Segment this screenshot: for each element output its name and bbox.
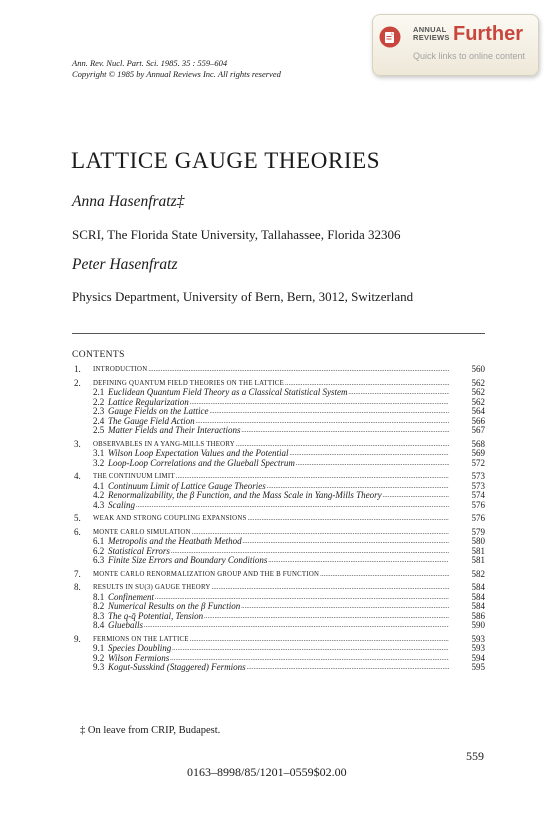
toc-entry-number: 8.2 [93, 601, 105, 611]
page-number: 559 [466, 749, 484, 763]
toc-entry-title: THE CONTINUUM LIMIT [93, 473, 175, 480]
toc-entry-number: 9. [74, 633, 81, 644]
toc-entry-number: 3. [74, 438, 81, 449]
toc-entry [72, 459, 485, 469]
toc-dot-leader [319, 570, 449, 580]
toc-entry-number: 9.2 [93, 652, 105, 663]
toc-entry-title: MONTE CARLO SIMULATION [93, 528, 191, 536]
toc-entry-page: 576 [471, 499, 485, 510]
toc-entry [72, 365, 485, 375]
toc-dot-leader [347, 388, 449, 398]
toc-entry-number: 6.3 [93, 555, 105, 565]
toc-entry-number: 8. [74, 582, 81, 592]
toc-entry-title: MONTE CARLO RENORMALIZATION GROUP AND THE Β FUNCTION [93, 570, 320, 578]
toc-entry-title: Finite Size Errors and Boundary Conditions [108, 555, 268, 565]
toc-entry-title: Renormalizability, the β Function, and the Mass Scale in Yang-Mills Theory [108, 490, 382, 500]
toc-entry-page: 593 [471, 643, 485, 653]
toc-dot-leader [147, 365, 449, 375]
toc-entry [72, 426, 485, 436]
toc-dot-leader [240, 602, 449, 612]
toc-entry-title: RESULTS IN SU(3) GAUGE THEORY [93, 584, 211, 591]
toc-entry-number: 1. [74, 364, 81, 374]
toc-entry-title: Confinement [108, 591, 154, 602]
toc-dot-leader [211, 583, 449, 593]
toc-entry-title: Kogut-Susskind (Staggered) Fermions [108, 662, 246, 672]
toc-entry-number: 6.2 [93, 545, 105, 556]
toc-entry-number: 3.1 [93, 448, 105, 458]
toc-entry-number: 3.2 [93, 457, 105, 468]
toc-entry-page: 580 [471, 536, 485, 546]
toc-entry-number: 4.2 [93, 490, 105, 500]
toc-dot-leader [189, 635, 449, 645]
further-label: Further [453, 23, 523, 45]
toc-entry-label [108, 612, 449, 622]
toc-entry-title: Numerical Results on the β Function [108, 601, 241, 611]
author-1-name: Anna Hasenfratz‡ [72, 193, 185, 210]
toc-entry-title: The Gauge Field Action [108, 415, 195, 426]
toc-entry-number: 8.4 [93, 620, 105, 630]
toc-entry-page: 586 [471, 610, 485, 621]
toc-entry [72, 556, 485, 566]
annual-reviews-label: ANNUAL REVIEWS [413, 25, 450, 42]
further-badge[interactable] [372, 14, 539, 76]
toc-entry-label [93, 570, 449, 580]
toc-entry-number: 9.3 [93, 662, 105, 672]
toc-entry-number: 6.1 [93, 536, 105, 546]
toc-entry-page: 584 [471, 582, 485, 592]
toc-dot-leader [246, 663, 449, 673]
toc-entry-number: 2.2 [93, 396, 105, 407]
toc-entry-number: 6. [74, 526, 81, 537]
toc-entry-title: Lattice Regularization [108, 396, 189, 407]
toc-entry-title: Continuum Limit of Lattice Gauge Theories [108, 480, 266, 491]
toc-entry-number: 2.1 [93, 387, 105, 397]
toc-entry-number: 9.1 [93, 643, 105, 653]
toc-entry-title: WEAK AND STRONG COUPLING EXPANSIONS [93, 515, 247, 522]
toc-entry-page: 584 [471, 601, 485, 611]
toc-entry-number: 4.3 [93, 499, 105, 510]
table-of-contents [72, 363, 485, 673]
toc-entry [72, 621, 485, 631]
toc-entry-number: 2.5 [93, 425, 105, 435]
toc-dot-leader [241, 426, 450, 436]
toc-entry-page: 593 [471, 633, 485, 644]
toc-entry-page: 594 [471, 652, 485, 663]
toc-entry-page: 573 [471, 471, 485, 481]
toc-dot-leader [208, 407, 449, 417]
toc-entry-label [108, 501, 449, 511]
journal-line-2: Copyright © 1985 by Annual Reviews Inc. All rights reserved [72, 69, 281, 79]
toc-entry-page: 569 [471, 448, 485, 458]
toc-entry-title: Wilson Loop Expectation Values and the Potential [108, 448, 289, 458]
toc-dot-leader [135, 501, 449, 511]
toc-entry-number: 7. [74, 568, 81, 579]
toc-entry [72, 501, 485, 511]
toc-entry-page: 567 [471, 425, 485, 435]
journal-line-1: Ann. Rev. Nucl. Part. Sci. 1985. 35 : 559–604 [72, 58, 228, 68]
toc-entry-title: The q-q̄ Potential, Tension [108, 610, 204, 621]
toc-entry-title: Species Doubling [108, 643, 172, 653]
toc-dot-leader [242, 537, 449, 547]
toc-entry-title: Matter Fields and Their Interactions [108, 425, 241, 435]
toc-dot-leader [171, 644, 449, 654]
toc-entry-page: 562 [471, 387, 485, 397]
footnote: ‡ On leave from CRIP, Budapest. [80, 725, 221, 736]
toc-entry-page: 576 [471, 513, 485, 523]
toc-entry-label [108, 621, 449, 631]
toc-entry-number: 8.1 [93, 591, 105, 602]
toc-entry-page: 564 [471, 406, 485, 416]
toc-entry-title: Wilson Fermions [108, 652, 170, 663]
toc-entry-title: Metropolis and the Heatbath Method [108, 536, 242, 546]
toc-entry-number: 4. [74, 471, 81, 481]
toc-entry-number: 8.3 [93, 610, 105, 621]
contents-heading: CONTENTS [72, 350, 125, 360]
toc-dot-leader [295, 459, 449, 469]
toc-entry-page: 574 [471, 490, 485, 500]
toc-dot-leader [143, 621, 449, 631]
toc-entry-page: 560 [471, 364, 485, 374]
toc-entry-page: 581 [471, 545, 485, 556]
author-1-affiliation: SCRI, The Florida State University, Tallahassee, Florida 32306 [72, 227, 401, 242]
toc-entry-page: 566 [471, 415, 485, 426]
toc-entry-title: DEFINING QUANTUM FIELD THEORIES ON THE LATTICE [93, 379, 284, 387]
toc-entry-number: 4.1 [93, 480, 105, 491]
toc-entry-label [108, 459, 449, 469]
toc-entry-page: 582 [471, 568, 485, 579]
header-divider [72, 333, 485, 334]
toc-entry [72, 514, 485, 524]
toc-entry-title: FERMIONS ON THE LATTICE [93, 635, 189, 643]
toc-entry-page: 568 [471, 438, 485, 449]
toc-entry-number: 2.3 [93, 406, 105, 416]
toc-entry-page: 579 [471, 526, 485, 537]
toc-entry-title: OBSERVABLES IN A YANG-MILLS THEORY [93, 440, 235, 448]
toc-entry-title: Glueballs [108, 620, 143, 630]
toc-entry-title: Loop-Loop Correlations and the Glueball Spectrum [108, 457, 295, 468]
toc-entry-page: 572 [471, 457, 485, 468]
toc-entry-label [108, 556, 449, 566]
toc-entry-label [108, 426, 449, 436]
journal-citation [72, 58, 281, 80]
toc-entry-title: Euclidean Quantum Field Theory as a Classical Statistical System [108, 387, 348, 397]
toc-entry-number: 2. [74, 377, 81, 388]
toc-entry-label [108, 663, 449, 673]
toc-entry-number: 5. [74, 513, 81, 523]
toc-entry-page: 573 [471, 480, 485, 491]
toc-entry [72, 663, 485, 673]
article-title: LATTICE GAUGE THEORIES [71, 148, 381, 173]
toc-dot-leader [189, 398, 449, 408]
toc-entry [72, 570, 485, 580]
toc-entry-title: Scaling [108, 499, 135, 510]
further-subtitle: Quick links to online content [413, 51, 526, 61]
toc-entry-page: 581 [471, 555, 485, 565]
toc-entry-label [108, 491, 449, 501]
issn-code: 0163–8998/85/1201–0559$02.00 [187, 765, 347, 779]
toc-entry-page: 595 [471, 662, 485, 672]
toc-dot-leader [203, 612, 449, 622]
toc-dot-leader [382, 491, 449, 501]
toc-dot-leader [247, 514, 449, 524]
toc-entry-page: 562 [471, 377, 485, 388]
toc-dot-leader [267, 556, 449, 566]
author-2-affiliation: Physics Department, University of Bern, Bern, 3012, Switzerland [72, 289, 414, 304]
annual-reviews-logo-icon [379, 26, 401, 48]
toc-entry-title: INTRODUCTION [93, 366, 148, 373]
toc-entry-page: 590 [471, 620, 485, 630]
toc-entry-label [93, 514, 449, 524]
toc-entry-label [93, 365, 449, 375]
toc-entry-page: 584 [471, 591, 485, 602]
toc-entry-page: 562 [471, 396, 485, 407]
toc-entry-title: Gauge Fields on the Lattice [108, 406, 209, 416]
toc-entry-title: Statistical Errors [108, 545, 170, 556]
toc-entry-number: 2.4 [93, 415, 105, 426]
toc-dot-leader [288, 449, 449, 459]
author-2-name: Peter Hasenfratz [72, 256, 178, 273]
